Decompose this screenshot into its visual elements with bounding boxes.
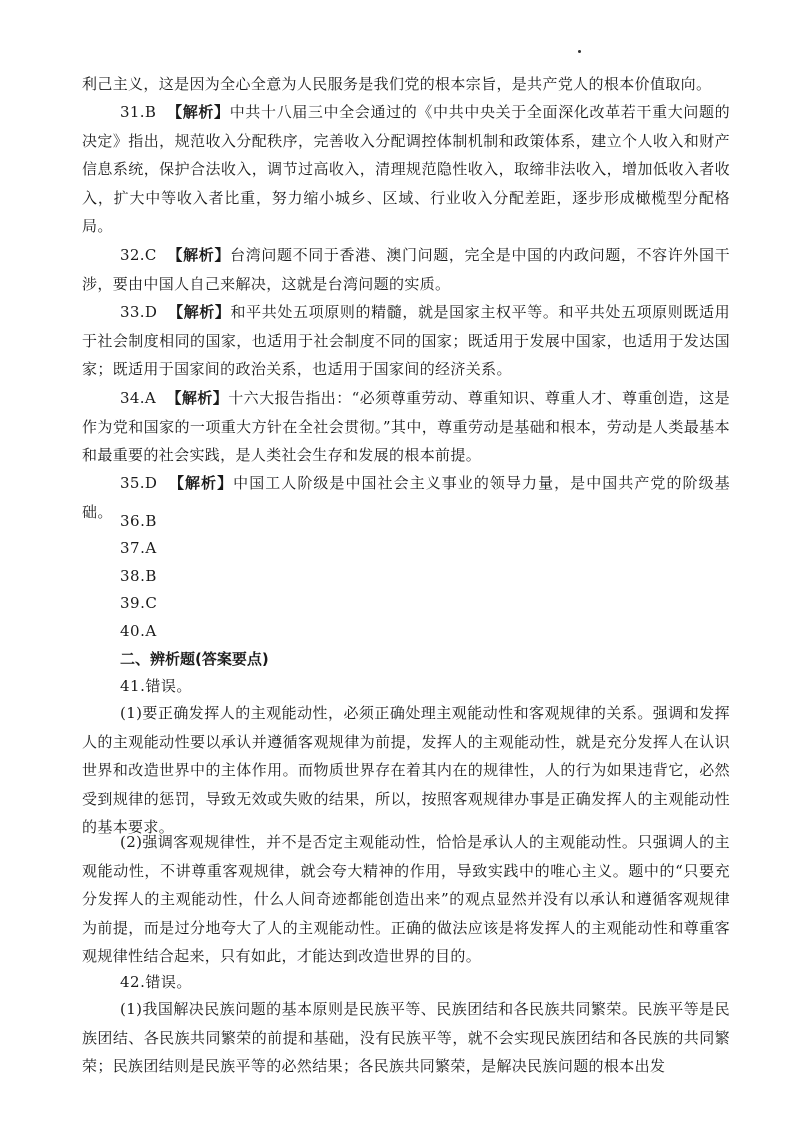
question-41-point-2: (2)强调客观规律性，并不是否定主观能动性，恰恰是承认人的主观能动性。只强调人的主观能动性，不讲尊重客观规律，就会夸大精神的作用，导致实践中的唯心主义。题中的“只要充分发挥人的主观能动性，什么人间奇迹都能创造出来”的观点显然并没有以承认和遵循客观规律为前提，而是过分地夸大了人的主观能动性。正确的做法应该是将发挥人的主观能动性和尊重客观规律性结合起来，只有如此，才能达到改造世界的目的。 [82, 833, 730, 965]
answer-35 [82, 469, 730, 526]
answer-number: 34.A [120, 389, 157, 407]
answer-30-continuation: 利己主义，这是因为全心全意为人民服务是我们党的根本宗旨，是共产党人的根本价值取向。 [82, 75, 712, 93]
analysis-tag: 【解析】 [168, 303, 231, 321]
answer-38: 38.B [120, 567, 157, 585]
answer-text: 十六大报告指出：“必须尊重劳动、尊重知识、尊重人才、尊重创造，这是作为党和国家的一项重大方针在全社会贯彻。”其中，尊重劳动是基础和根本，劳动是人类最基本和最重要的社会实践，是人类社会生存和发展的根本前提。 [82, 389, 730, 464]
question-41-point-1: (1)要正确发挥人的主观能动性，必须正确处理主观能动性和客观规律的关系。强调和发挥人的主观能动性要以承认并遵循客观规律为前提，发挥人的主观能动性，就是充分发挥人在认识世界和改造世界中的主体作用。而物质世界存在着其内在的规律性，人的行为如果违背它，必然受到规律的惩罚，导致无效或失败的结果，所以，按照客观规律办事是正确发挥人的主观能动性的基本要求。 [82, 704, 730, 836]
answer-37: 37.A [120, 539, 157, 557]
analysis-tag: 【解析】 [166, 389, 229, 407]
answer-number: 31.B [120, 103, 157, 121]
answer-33 [82, 298, 730, 384]
answer-number: 32.C [120, 246, 157, 264]
answer-40: 40.A [120, 622, 157, 640]
answer-32 [82, 241, 730, 298]
scan-speck [578, 50, 581, 53]
analysis-tag: 【解析】 [167, 103, 230, 121]
answer-text: 中共十八届三中全会通过的《中共中央关于全面深化改革若干重大问题的决定》指出，规范收入分配秩序，完善收入分配调控体制机制和政策体系，建立个人收入和财产信息系统，保护合法收入，调节过高收入，清理规范隐性收入，取缔非法收入，增加低收入者收入，扩大中等收入者比重，努力缩小城乡、区域、行业收入分配差距，逐步形成橄榄型分配格局。 [82, 103, 730, 235]
analysis-tag: 【解析】 [168, 474, 234, 492]
section-heading: 二、辨析题(答案要点) [120, 650, 269, 668]
answer-39: 39.C [120, 594, 158, 612]
answer-number: 33.D [120, 303, 158, 321]
answer-34 [82, 384, 730, 470]
question-42-point-1: (1)我国解决民族问题的基本原则是民族平等、民族团结和各民族共同繁荣。民族平等是民族团结、各民族共同繁荣的前提和基础，没有民族平等，就不会实现民族团结和各民族的共同繁荣；民族团结则是民族平等的必然结果；各民族共同繁荣，是解决民族问题的根本出发 [82, 1000, 730, 1075]
answer-text: 台湾问题不同于香港、澳门问题，完全是中国的内政问题，不容许外国干涉，要由中国人自己来解决，这就是台湾问题的实质。 [82, 246, 730, 293]
question-41-verdict: 41.错误。 [120, 677, 192, 695]
answer-31 [82, 98, 730, 241]
question-42-verdict: 42.错误。 [120, 973, 192, 991]
answer-text: 中国工人阶级是中国社会主义事业的领导力量，是中国共产党的阶级基础。 [82, 474, 730, 521]
answer-text: 和平共处五项原则的精髓，就是国家主权平等。和平共处五项原则既适用于社会制度相同的国家，也适用于社会制度不同的国家；既适用于发展中国家，也适用于发达国家；既适用于国家间的政治关系，也适用于国家间的经济关系。 [82, 303, 730, 378]
answer-36: 36.B [120, 512, 157, 530]
answer-number: 35.D [120, 474, 158, 492]
analysis-tag: 【解析】 [167, 246, 231, 264]
